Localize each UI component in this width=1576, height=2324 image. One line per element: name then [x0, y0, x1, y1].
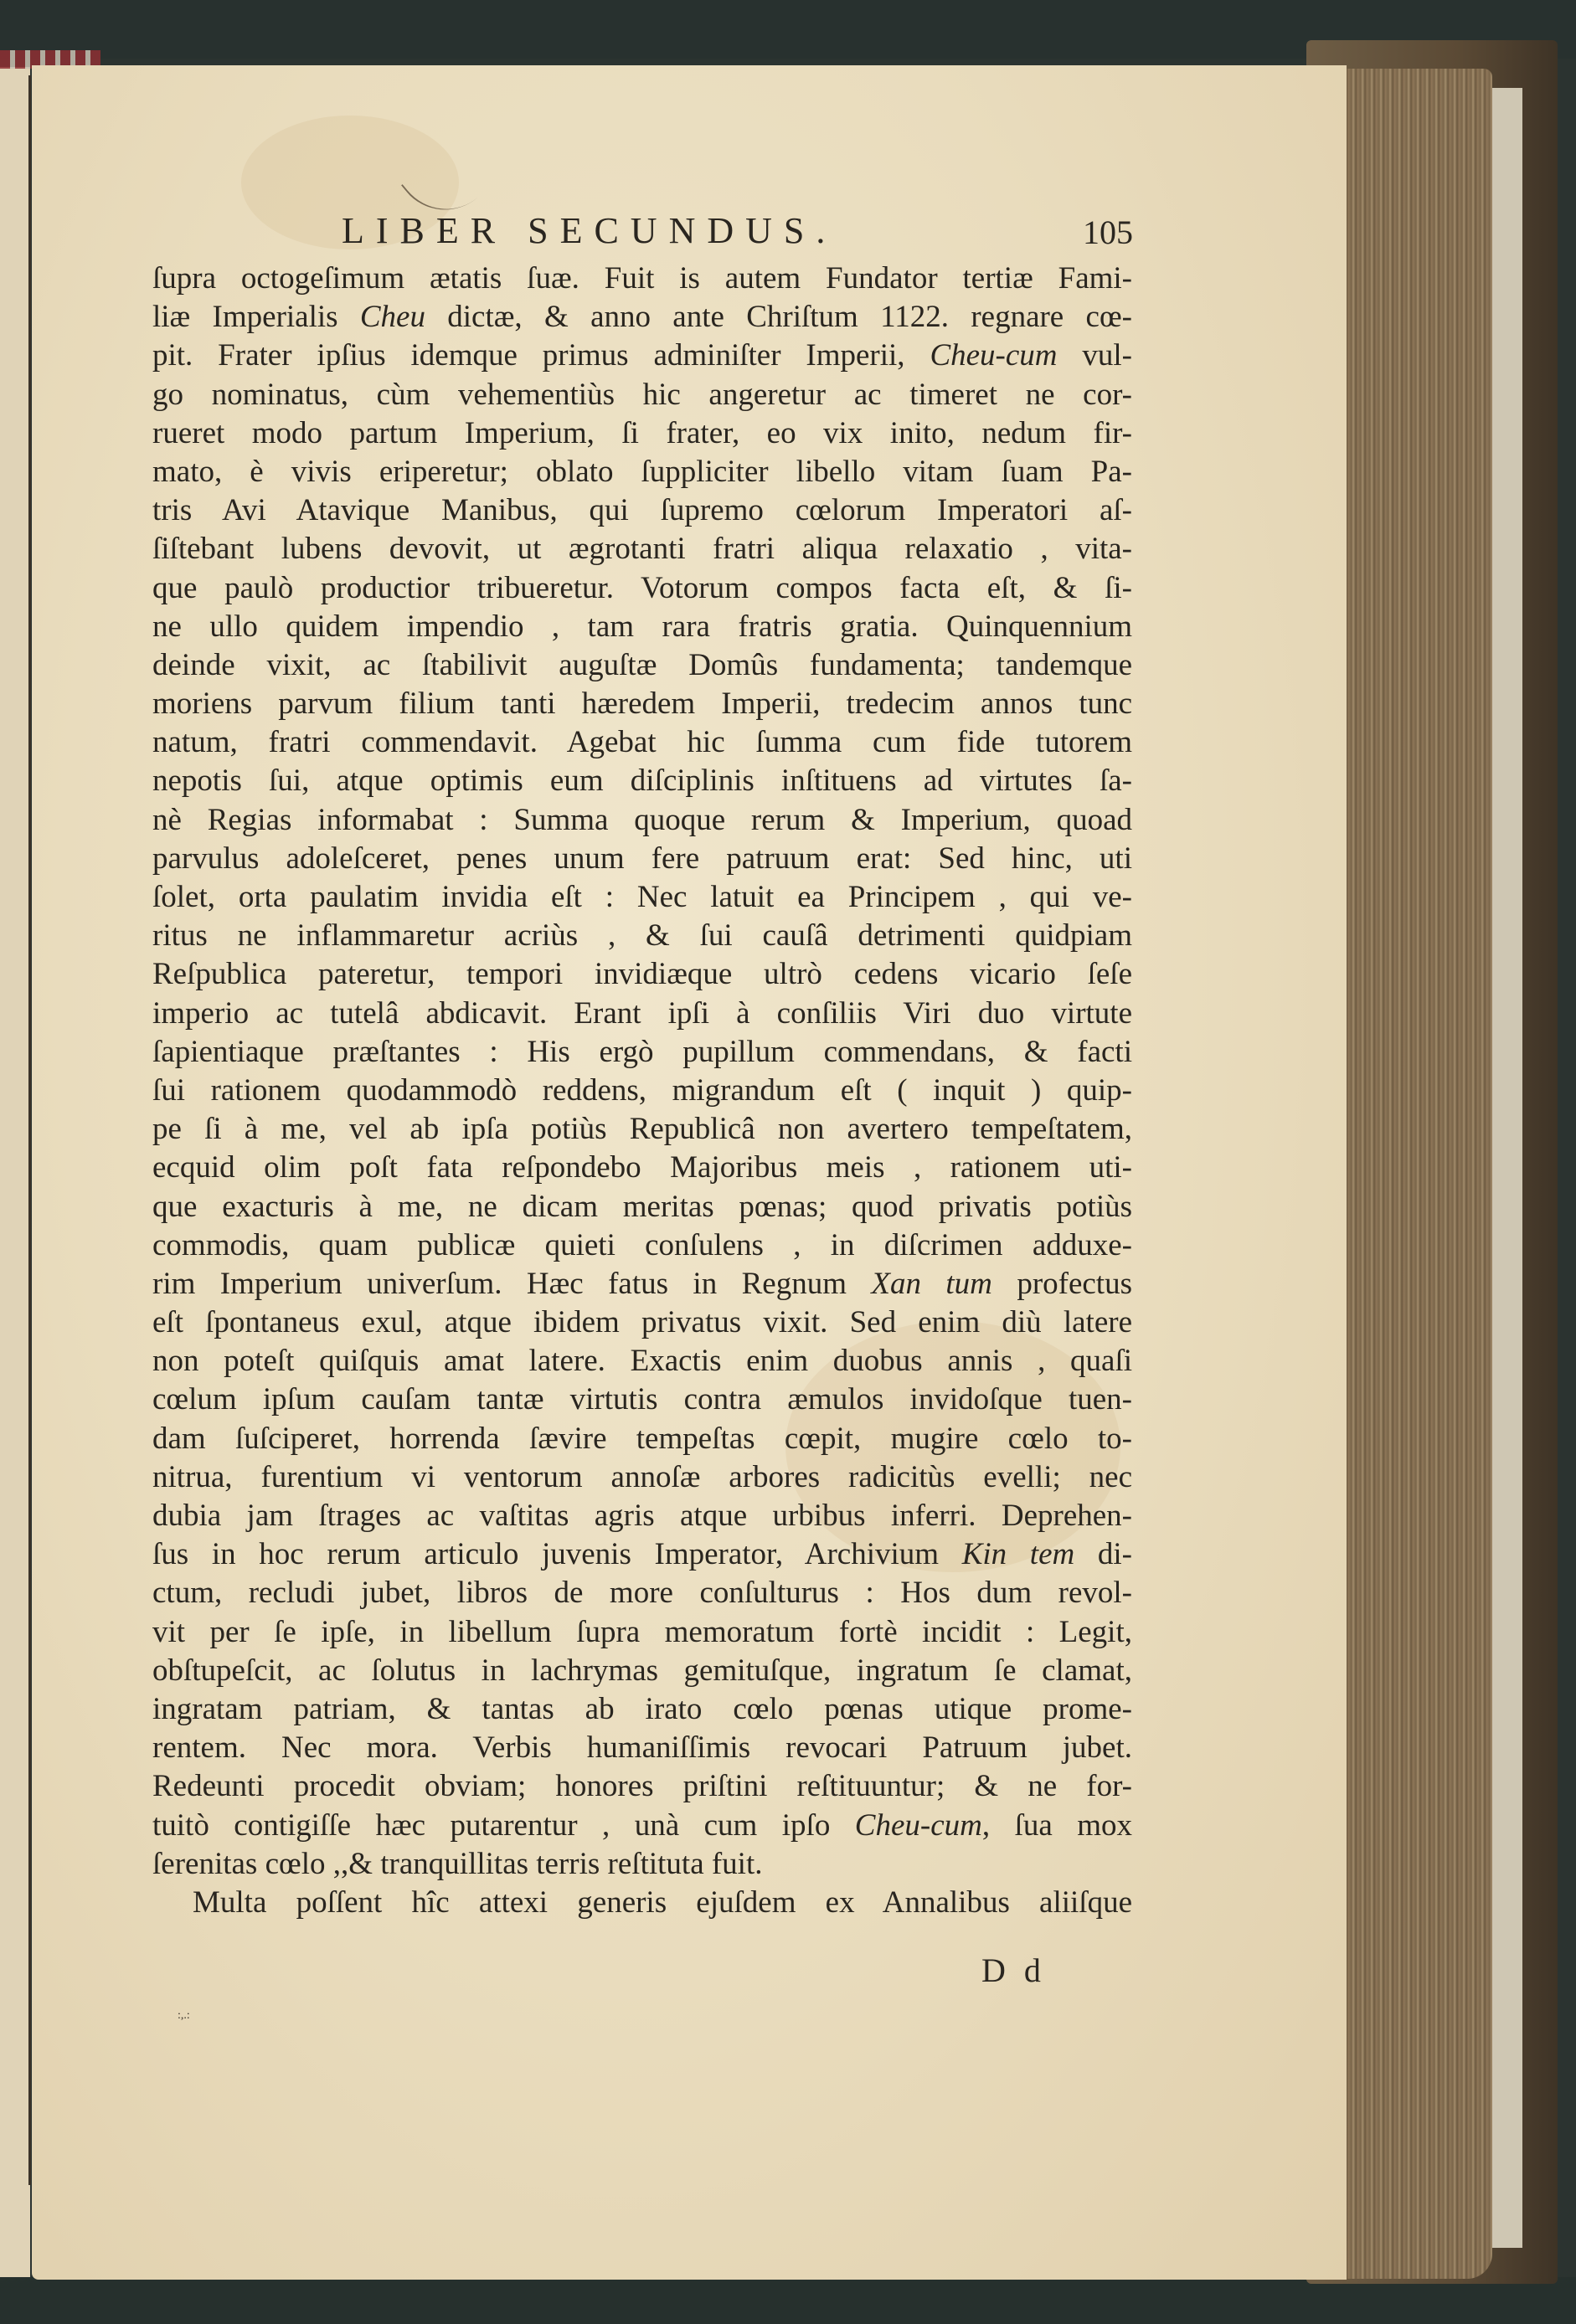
book-gutter	[28, 75, 31, 2185]
page-number: 105	[1083, 213, 1133, 251]
text-line: ritus ne inflammaretur acriùs , & ſui cauſâ detrimenti quidpiam	[152, 918, 1132, 954]
text-line: dubia jam ſtrages ac vaſtitas agris atque urbibus inferri. Deprehen-	[152, 1499, 1132, 1533]
text-line: obſtupeſcit, ac ſolutus in lachrymas gemituſque, ingratum ſe clamat,	[152, 1653, 1132, 1688]
text-line: moriens parvum filium tanti hæredem Imperii, tredecim annos tunc	[152, 686, 1132, 722]
text-line: que paulò productior tribueretur. Votorum compos facta eſt, & ſi-	[152, 570, 1132, 605]
signature-mark: D d	[981, 1951, 1046, 1989]
margin-note: :,.:	[178, 2009, 190, 2022]
text-line: cœlum ipſum cauſam tantæ virtutis contra æmulos invidoſque tuen-	[152, 1382, 1132, 1417]
text-line: imperio ac tutelâ abdicavit. Erant ipſi à conſiliis Viri duo virtute	[152, 995, 1132, 1031]
text-line: ſupra octogeſimum ætatis ſuæ. Fuit is autem Fundator tertiæ Fami-	[152, 261, 1132, 296]
italic-name: Xan tum	[871, 1266, 992, 1301]
text-line: commodis, quam publicæ quieti conſulens , in diſcrimen adduxe-	[152, 1227, 1132, 1262]
text-line: liæ Imperialis Cheu dictæ, & anno ante Chriſtum 1122. regnare cœ-	[152, 300, 1132, 335]
facing-page-edge	[0, 67, 30, 2277]
text-line: que exacturis à me, ne dicam meritas pœnas; quod privatis potiùs	[152, 1189, 1132, 1224]
text-line: pit. Frater ipſius idemque primus adminiſter Imperii, Cheu-cum vul-	[152, 338, 1132, 373]
text-line: parvulus adoleſceret, penes unum fere patruum erat: Sed hinc, uti	[152, 841, 1132, 876]
page-fore-edge	[1340, 69, 1492, 2279]
text-line: dam ſuſciperet, horrenda ſævire tempeſtas cœpit, mugire cœlo to-	[152, 1421, 1132, 1456]
text-line: ſapientiaque præſtantes : His ergò pupillum commendans, & facti	[152, 1034, 1132, 1069]
text-line: deinde vixit, ac ſtabilivit auguſtæ Domûs fundamenta; tandemque	[152, 647, 1132, 682]
text-line: Multa poſſent hîc attexi generis ejuſdem ex Annalibus aliiſque	[193, 1884, 1132, 1920]
text-line: rentem. Nec mora. Verbis humaniſſimis revocari Patruum jubet.	[152, 1730, 1132, 1766]
text-line: eſt ſpontaneus exul, atque ibidem privatus vixit. Sed enim diù latere	[152, 1305, 1132, 1340]
text-line: tuitò contigiſſe hæc putarentur , unà cum ipſo Cheu-cum, ſua mox	[152, 1807, 1132, 1843]
text-line: ctum, recludi jubet, libros de more conſulturus : Hos dum revol-	[152, 1576, 1132, 1611]
text-line: ſus in hoc rerum articulo juvenis Imperator, Archivium Kin tem di-	[152, 1537, 1132, 1572]
italic-name: Cheu-cum	[854, 1807, 982, 1843]
text-line: nitrua, furentium vi ventorum annoſæ arbores radicitùs evelli; nec	[152, 1459, 1132, 1494]
text-line: tris Avi Atavique Manibus, qui ſupremo cœlorum Imperatori aſ-	[152, 493, 1132, 528]
italic-name: Cheu	[359, 300, 425, 335]
text-line: rim Imperium univerſum. Hæc fatus in Regnum Xan tum profectus	[152, 1266, 1132, 1301]
text-line: rueret modo partum Imperium, ſi frater, eo vix inito, nedum fir-	[152, 415, 1132, 450]
scan-backdrop-bottom	[0, 2277, 1576, 2324]
text-line: Redeunti procedit obviam; honores priſtini reſtituuntur; & ne for-	[152, 1769, 1132, 1804]
text-line: go nominatus, cùm vehementiùs hic angeretur ac timeret ne cor-	[152, 377, 1132, 412]
endpaper-edge	[1492, 88, 1522, 2248]
running-head: LIBER SECUNDUS.	[342, 210, 837, 251]
text-line: ingratam patriam, & tantas ab irato cœlo pœnas utique prome-	[152, 1691, 1132, 1726]
text-line: natum, fratri commendavit. Agebat hic ſumma cum fide tutorem	[152, 725, 1132, 760]
text-line: Reſpublica pateretur, tempori invidiæque ultrò cedens vicario ſeſe	[152, 957, 1132, 992]
text-line: pe ſi à me, vel ab ipſa potiùs Republicâ non avertero tempeſtatem,	[152, 1112, 1132, 1147]
text-line: vit per ſe ipſe, in libellum ſupra memoratum fortè incidit : Legit,	[152, 1614, 1132, 1649]
text-line: ecquid olim poſt fata reſpondebo Majoribus meis , rationem uti-	[152, 1150, 1132, 1185]
text-line: ſolet, orta paulatim invidia eſt : Nec latuit ea Principem , qui ve-	[152, 880, 1132, 914]
text-line: ſiſtebant lubens devovit, ut ægrotanti fratri aliqua relaxatio , vita-	[152, 532, 1132, 567]
text-line: mato, è vivis eriperetur; oblato ſuppliciter libello vitam ſuam Pa-	[152, 454, 1132, 489]
text-line: nè Regias informabat : Summa quoque rerum & Imperium, quoad	[152, 802, 1132, 837]
text-line: non poteſt quiſquis amat latere. Exactis enim duobus annis , quaſi	[152, 1344, 1132, 1379]
text-line: ne ullo quidem impendio , tam rara fratris gratia. Quinquennium	[152, 609, 1132, 644]
italic-name: Cheu-cum	[930, 338, 1058, 373]
body-text	[152, 260, 1132, 1922]
text-line: ſui rationem quodammodò reddens, migrandum eſt ( inquit ) quip-	[152, 1072, 1132, 1108]
text-line: nepotis ſui, atque optimis eum diſciplinis inſtituens ad virtutes ſa-	[152, 764, 1132, 799]
text-line: ſerenitas cœlo ,,& tranquillitas terris reſtituta fuit.	[152, 1846, 763, 1881]
italic-name: Kin tem	[961, 1537, 1075, 1572]
